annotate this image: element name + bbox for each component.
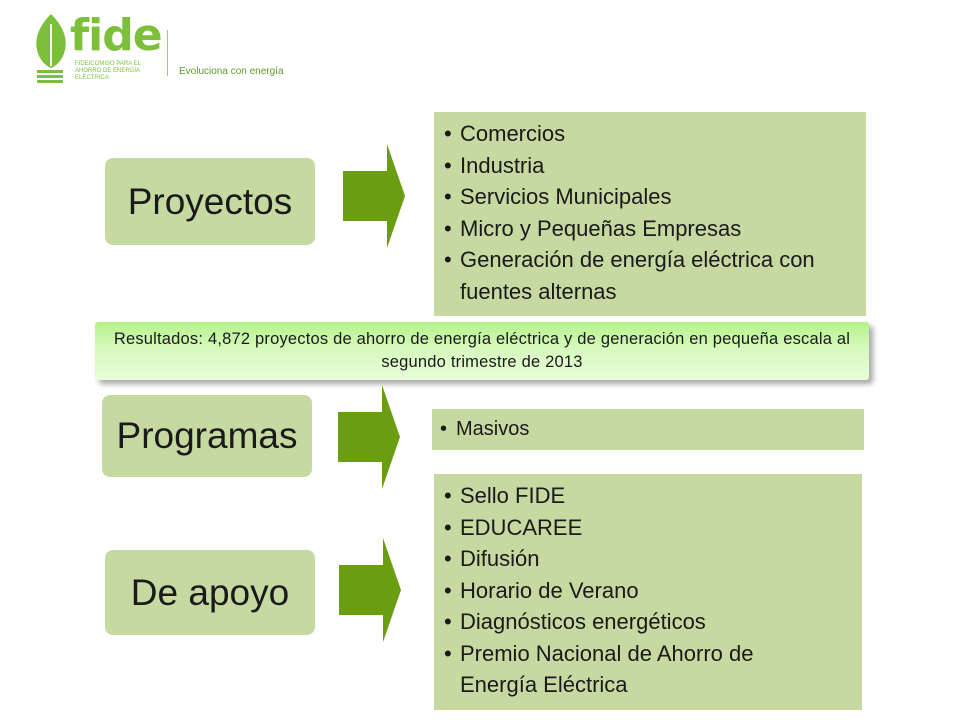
detail-box-de-apoyo bbox=[434, 474, 862, 710]
list-item: • Micro y Pequeñas Empresas bbox=[442, 213, 866, 245]
fide-logo bbox=[0, 0, 300, 90]
arrow-right-icon bbox=[338, 385, 400, 489]
logo-wordmark: fide bbox=[70, 10, 162, 61]
list-item: • Premio Nacional de Ahorro de Energía Eléctrica bbox=[442, 638, 830, 701]
list-item: • Servicios Municipales bbox=[442, 181, 866, 213]
detail-box-proyectos bbox=[434, 112, 866, 316]
logo-tagline: Evoluciona con energía bbox=[179, 66, 284, 77]
category-box-proyectos: Proyectos bbox=[105, 158, 315, 245]
arrow-right-icon bbox=[343, 144, 405, 248]
results-text: Resultados: 4,872 proyectos de ahorro de energía eléctrica y de generación en pequeña escala al segundo trimestre de 2013 bbox=[113, 330, 851, 371]
arrow-right-icon bbox=[339, 538, 401, 642]
leaf-icon bbox=[33, 12, 69, 84]
list-item: • Generación de energía eléctrica con fuentes alternas bbox=[442, 244, 850, 307]
results-banner bbox=[95, 322, 869, 380]
item-list bbox=[432, 409, 864, 446]
logo-subtitle: FIDEICOMISO PARA EL AHORRO DE ENERGÍA ELÉCTRICA bbox=[75, 61, 141, 81]
detail-box-programas bbox=[432, 409, 864, 450]
category-box-de-apoyo: De apoyo bbox=[105, 550, 315, 635]
item-list bbox=[434, 474, 862, 701]
list-item: • Difusión bbox=[442, 543, 862, 575]
list-item: • Sello FIDE bbox=[442, 480, 862, 512]
list-item: • Horario de Verano bbox=[442, 575, 862, 607]
list-item: • Industria bbox=[442, 150, 866, 182]
list-item: • Comercios bbox=[442, 118, 866, 150]
list-item: • Masivos bbox=[438, 414, 864, 446]
list-item: • EDUCAREE bbox=[442, 512, 862, 544]
category-box-programas: Programas bbox=[102, 395, 312, 477]
list-item: • Diagnósticos energéticos bbox=[442, 606, 862, 638]
item-list bbox=[434, 112, 866, 307]
logo-divider bbox=[167, 30, 168, 76]
